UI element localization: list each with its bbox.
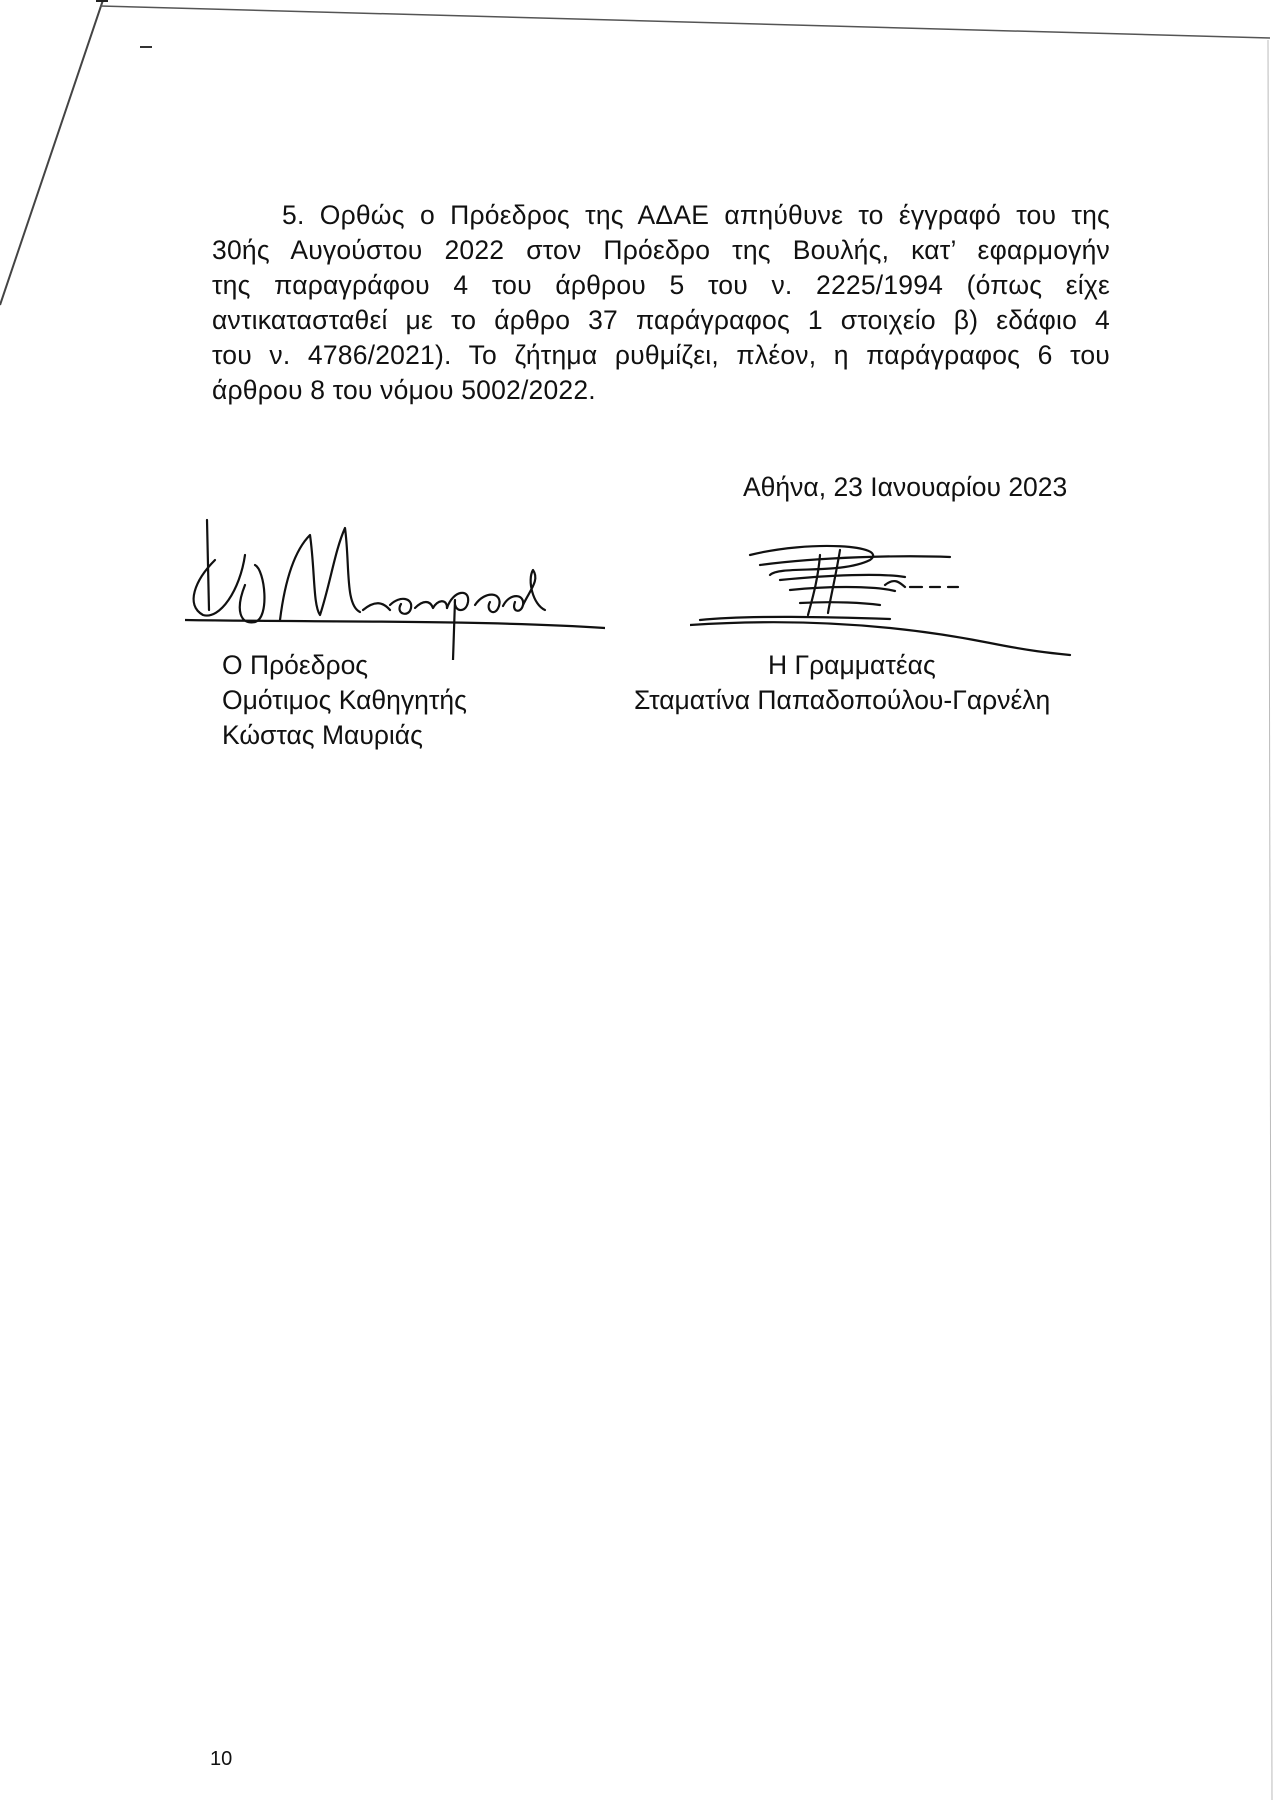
- body-paragraph: [212, 198, 1112, 408]
- paragraph-line-3: της παραγράφου 4 του άρθρου 5 του ν. 2225/1994 (όπως είχε: [212, 270, 1110, 300]
- secretary-signature-block: [634, 648, 1089, 718]
- paragraph-line-4: αντικατασταθεί με το άρθρο 37 παράγραφος 1 στοιχείο β) εδάφιο 4: [212, 305, 1110, 335]
- president-signature-block: [222, 648, 467, 753]
- president-title: Ομότιμος Καθηγητής: [222, 685, 467, 715]
- president-role: Ο Πρόεδρος: [222, 650, 369, 680]
- president-signature: [185, 510, 605, 660]
- paragraph-line-2: 30ής Αυγούστου 2022 στον Πρόεδρο της Βουλής, κατ’ εφαρμογήν: [212, 235, 1110, 265]
- date-place: Αθήνα, 23 Ιανουαρίου 2023: [743, 472, 1068, 502]
- secretary-name: Σταματίνα Παπαδοπούλου-Γαρνέλη: [634, 685, 1051, 715]
- secretary-role: Η Γραμματέας: [768, 650, 936, 680]
- paragraph-line-1: 5. Ορθώς ο Πρόεδρος της ΑΔΑΕ απηύθυνε το έγγραφό του της: [282, 200, 1110, 230]
- page-number: 10: [210, 1748, 233, 1770]
- paragraph-line-6: άρθρου 8 του νόμου 5002/2022.: [212, 375, 596, 405]
- president-name: Κώστας Μαυριάς: [222, 720, 423, 750]
- paragraph-line-5: του ν. 4786/2021). Το ζήτημα ρυθμίζει, πλέον, η παράγραφος 6 του: [212, 340, 1110, 370]
